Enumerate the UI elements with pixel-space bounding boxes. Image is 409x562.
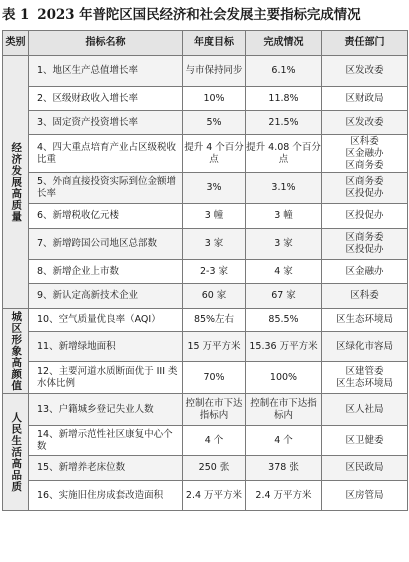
table-row <box>3 394 408 426</box>
done-cell: 3 家 <box>246 229 322 260</box>
header-dept: 责任部门 <box>322 31 408 56</box>
target-cell: 3% <box>183 173 246 204</box>
name-cell: 8、新增企业上市数 <box>29 260 183 284</box>
table-row <box>3 87 408 111</box>
table-row <box>3 426 408 456</box>
dept-line: 区绿化市容局 <box>335 340 393 352</box>
dept-cell <box>322 481 408 511</box>
dept-line: 区科委 <box>350 135 379 147</box>
category-cell: 城区形象高颜值 <box>3 309 29 394</box>
name-cell: 2、区级财政收入增长率 <box>29 87 183 111</box>
dept-line: 区卫健委 <box>345 434 384 446</box>
table-row <box>3 332 408 362</box>
dept-line: 区生态环境局 <box>335 377 393 389</box>
done-cell: 4 个 <box>246 426 322 456</box>
done-cell: 85.5% <box>246 309 322 332</box>
target-cell: 250 张 <box>183 456 246 481</box>
table-row <box>3 481 408 511</box>
target-cell: 3 家 <box>183 229 246 260</box>
table-row <box>3 135 408 173</box>
dept-line: 区商务委 <box>345 159 384 171</box>
name-cell: 3、固定资产投资增长率 <box>29 111 183 135</box>
header-category: 类别 <box>3 31 29 56</box>
table-title-text: 2023 年普陀区国民经济和社会发展主要指标完成情况 <box>37 7 361 23</box>
target-cell: 15 万平方米 <box>183 332 246 362</box>
done-cell: 3 幢 <box>246 204 322 229</box>
table-row <box>3 111 408 135</box>
done-cell: 提升 4.08 个百分点 <box>246 135 322 173</box>
indicator-table <box>2 30 408 511</box>
dept-cell <box>322 204 408 229</box>
dept-line: 区投促办 <box>345 188 384 199</box>
table-row <box>3 229 408 260</box>
name-cell: 5、外商直接投资实际到位金额增长率 <box>29 173 183 204</box>
target-cell: 85%左右 <box>183 309 246 332</box>
target-cell: 控制在市下达指标内 <box>183 394 246 426</box>
dept-line: 区商务委 <box>345 232 384 243</box>
dept-cell <box>322 173 408 204</box>
dept-line: 区投促办 <box>345 210 384 221</box>
header-done: 完成情况 <box>246 31 322 56</box>
done-cell: 6.1% <box>246 56 322 87</box>
table-row <box>3 56 408 87</box>
dept-line: 区建管委 <box>345 365 384 377</box>
name-cell: 4、四大重点培育产业占区级税收比重 <box>29 135 183 173</box>
dept-line: 区科委 <box>350 290 379 301</box>
dept-cell <box>322 56 408 87</box>
done-cell: 11.8% <box>246 87 322 111</box>
dept-line: 区人社局 <box>345 403 384 415</box>
table-body <box>3 56 408 511</box>
dept-line: 区房管局 <box>345 489 384 501</box>
dept-cell <box>322 284 408 309</box>
table-number: 表 1 <box>2 7 30 23</box>
name-cell: 9、新认定高新技术企业 <box>29 284 183 309</box>
name-cell: 14、新增示范性社区康复中心个数 <box>29 426 183 456</box>
dept-cell <box>322 332 408 362</box>
done-cell: 15.36 万平方米 <box>246 332 322 362</box>
category-cell: 经济发展高质量 <box>3 56 29 309</box>
done-cell: 67 家 <box>246 284 322 309</box>
dept-line: 区金融办 <box>345 147 384 159</box>
dept-line: 区民政局 <box>345 462 384 473</box>
table-row <box>3 309 408 332</box>
dept-cell <box>322 362 408 394</box>
table-row <box>3 362 408 394</box>
dept-cell <box>322 111 408 135</box>
target-cell: 5% <box>183 111 246 135</box>
name-cell: 1、地区生产总值增长率 <box>29 56 183 87</box>
target-cell: 2-3 家 <box>183 260 246 284</box>
target-cell: 3 幢 <box>183 204 246 229</box>
name-cell: 6、新增税收亿元楼 <box>29 204 183 229</box>
name-cell: 12、主要河道水质断面优于 III 类水体比例 <box>29 362 183 394</box>
dept-cell <box>322 229 408 260</box>
target-cell: 2.4 万平方米 <box>183 481 246 511</box>
target-cell: 10% <box>183 87 246 111</box>
header-target: 年度目标 <box>183 31 246 56</box>
done-cell: 4 家 <box>246 260 322 284</box>
name-cell: 15、新增养老床位数 <box>29 456 183 481</box>
dept-line: 区发改委 <box>345 116 384 128</box>
target-cell: 4 个 <box>183 426 246 456</box>
name-cell: 10、空气质量优良率（AQI） <box>29 309 183 332</box>
dept-cell <box>322 135 408 173</box>
target-cell: 提升 4 个百分点 <box>183 135 246 173</box>
dept-line: 区发改委 <box>345 65 384 76</box>
table-row <box>3 204 408 229</box>
dept-line: 区财政局 <box>345 92 384 104</box>
name-cell: 11、新增绿地面积 <box>29 332 183 362</box>
done-cell: 控制在市下达指标内 <box>246 394 322 426</box>
dept-cell <box>322 309 408 332</box>
target-cell: 60 家 <box>183 284 246 309</box>
dept-line: 区商务委 <box>345 176 384 187</box>
name-cell: 16、实施旧住房成套改造面积 <box>29 481 183 511</box>
header-name: 指标名称 <box>29 31 183 56</box>
table-row <box>3 456 408 481</box>
dept-line: 区投促办 <box>345 244 384 255</box>
table-title <box>2 4 407 26</box>
dept-cell <box>322 394 408 426</box>
target-cell: 与市保持同步 <box>183 56 246 87</box>
done-cell: 378 张 <box>246 456 322 481</box>
table-row <box>3 284 408 309</box>
category-cell: 人民生活高品质 <box>3 394 29 511</box>
name-cell: 7、新增跨国公司地区总部数 <box>29 229 183 260</box>
target-cell: 70% <box>183 362 246 394</box>
dept-cell <box>322 260 408 284</box>
dept-cell <box>322 87 408 111</box>
dept-line: 区金融办 <box>345 265 384 277</box>
done-cell: 2.4 万平方米 <box>246 481 322 511</box>
name-cell: 13、户籍城乡登记失业人数 <box>29 394 183 426</box>
dept-cell <box>322 426 408 456</box>
done-cell: 3.1% <box>246 173 322 204</box>
table-row <box>3 173 408 204</box>
dept-cell <box>322 456 408 481</box>
done-cell: 100% <box>246 362 322 394</box>
done-cell: 21.5% <box>246 111 322 135</box>
header-row <box>3 31 408 56</box>
dept-line: 区生态环境局 <box>335 314 393 325</box>
table-row <box>3 260 408 284</box>
